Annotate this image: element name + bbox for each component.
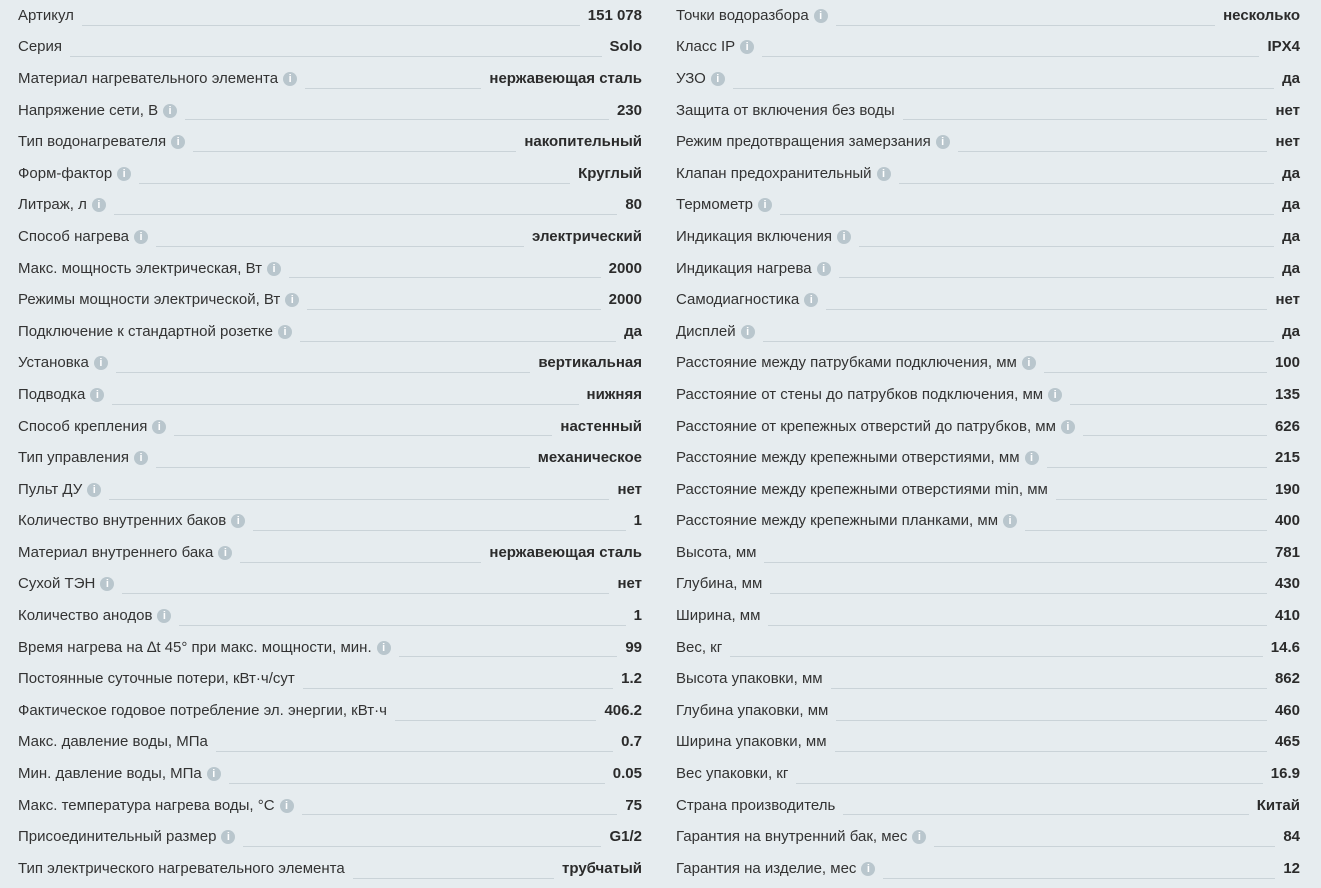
spec-value: Круглый — [578, 164, 642, 182]
spec-label: Установка — [18, 354, 89, 372]
leader-line — [1047, 436, 1267, 468]
info-icon[interactable]: i — [741, 325, 755, 339]
spec-value: нет — [617, 480, 642, 498]
leader-line — [240, 531, 481, 563]
info-icon[interactable]: i — [207, 767, 221, 781]
leader-line — [307, 278, 600, 310]
leader-line — [216, 721, 613, 753]
spec-label: Серия — [18, 38, 63, 56]
info-icon[interactable]: i — [877, 167, 891, 181]
info-icon[interactable]: i — [231, 514, 245, 528]
leader-line — [733, 57, 1274, 89]
spec-label: Ширина упаковки, мм — [676, 733, 827, 751]
spec-value: да — [1282, 196, 1300, 214]
info-icon[interactable]: i — [92, 198, 106, 212]
info-icon[interactable]: i — [280, 799, 294, 813]
leader-line — [229, 752, 605, 784]
leader-line — [1056, 468, 1267, 500]
leader-line — [903, 89, 1268, 121]
info-icon[interactable]: i — [157, 609, 171, 623]
spec-value: электрический — [532, 227, 642, 245]
info-icon[interactable]: i — [218, 546, 232, 560]
leader-line — [395, 689, 597, 721]
leader-line — [934, 815, 1275, 847]
spec-value: вертикальная — [538, 354, 642, 372]
spec-value: нет — [1275, 101, 1300, 119]
spec-label: Режимы мощности электрической, Вт — [18, 291, 281, 309]
info-icon[interactable]: i — [100, 577, 114, 591]
spec-label: Макс. давление воды, МПа — [18, 733, 208, 751]
spec-label: Подключение к стандартной розетке — [18, 322, 273, 340]
spec-label: Макс. температура нагрева воды, °C — [18, 796, 275, 814]
spec-label: Расстояние от крепежных отверстий до патрубков, мм — [676, 417, 1056, 435]
spec-value: 2000 — [608, 291, 642, 309]
leader-line — [958, 120, 1268, 152]
spec-value: 400 — [1274, 512, 1300, 530]
spec-label: Мин. давление воды, МПа — [18, 765, 202, 783]
leader-line — [122, 563, 609, 595]
spec-value: IPX4 — [1267, 38, 1300, 56]
leader-line — [1025, 500, 1267, 532]
spec-value: да — [1282, 227, 1300, 245]
spec-label: Индикация нагрева — [676, 259, 812, 277]
spec-label: Фактическое годовое потребление эл. энергии, кВт·ч — [18, 701, 387, 719]
info-icon[interactable]: i — [814, 9, 828, 23]
spec-value: механическое — [537, 449, 642, 467]
spec-label: Количество внутренних баков — [18, 512, 227, 530]
spec-value: несколько — [1223, 6, 1300, 24]
spec-value: нет — [617, 575, 642, 593]
spec-value: нет — [1275, 133, 1300, 151]
leader-line — [300, 310, 616, 342]
spec-label: Расстояние между крепежными отверстиями, мм — [676, 449, 1020, 467]
spec-value: Китай — [1256, 796, 1300, 814]
spec-value: 16.9 — [1270, 765, 1300, 783]
spec-value: 84 — [1283, 828, 1300, 846]
spec-label: Артикул — [18, 6, 74, 24]
spec-value: 14.6 — [1270, 638, 1300, 656]
spec-value: 0.7 — [621, 733, 642, 751]
spec-value: нержавеющая сталь — [489, 69, 642, 87]
spec-label: Класс IP — [676, 38, 736, 56]
spec-label: Присоединительный размер — [18, 828, 217, 846]
leader-line — [762, 26, 1259, 58]
spec-label: Глубина упаковки, мм — [676, 701, 829, 719]
leader-line — [770, 563, 1267, 595]
spec-label: УЗО — [676, 69, 706, 87]
leader-line — [70, 26, 601, 58]
spec-value: 2000 — [608, 259, 642, 277]
leader-line — [1044, 342, 1267, 374]
spec-label: Время нагрева на ∆t 45° при макс. мощности, мин. — [18, 638, 372, 656]
spec-value: 465 — [1274, 733, 1300, 751]
leader-line — [179, 594, 625, 626]
spec-label: Материал внутреннего бака — [18, 543, 214, 561]
spec-label: Тип электрического нагревательного элемента — [18, 859, 345, 877]
leader-line — [835, 721, 1267, 753]
spec-label: Гарантия на изделие, мес — [676, 859, 857, 877]
spec-value: 80 — [625, 196, 642, 214]
info-icon[interactable]: i — [87, 483, 101, 497]
spec-row — [676, 853, 1300, 885]
leader-line — [826, 278, 1267, 310]
leader-line — [839, 247, 1275, 279]
spec-value: Solo — [609, 38, 642, 56]
info-icon[interactable]: i — [285, 293, 299, 307]
info-icon[interactable]: i — [94, 356, 108, 370]
leader-line — [193, 120, 516, 152]
info-icon[interactable]: i — [152, 420, 166, 434]
spec-label: Индикация включения — [676, 227, 833, 245]
leader-line — [305, 57, 481, 89]
leader-line — [114, 184, 617, 216]
info-icon[interactable]: i — [758, 198, 772, 212]
leader-line — [156, 436, 530, 468]
spec-value: 0.05 — [612, 765, 642, 783]
spec-label: Ширина, мм — [676, 607, 761, 625]
spec-value: 1.2 — [621, 670, 642, 688]
leader-line — [780, 184, 1274, 216]
spec-value: нержавеющая сталь — [489, 543, 642, 561]
spec-label: Клапан предохранительный — [676, 164, 872, 182]
spec-label: Гарантия на внутренний бак, мес — [676, 828, 908, 846]
spec-value: 230 — [616, 101, 642, 119]
info-icon[interactable]: i — [912, 830, 926, 844]
leader-line — [831, 657, 1267, 689]
spec-label: Расстояние между крепежными отверстиями min, мм — [676, 480, 1048, 498]
leader-line — [109, 468, 609, 500]
spec-value: 626 — [1274, 417, 1300, 435]
info-icon[interactable]: i — [1025, 451, 1039, 465]
spec-value: 1 — [633, 607, 642, 625]
info-icon[interactable]: i — [936, 135, 950, 149]
spec-label: Высота упаковки, мм — [676, 670, 823, 688]
info-icon[interactable]: i — [804, 293, 818, 307]
spec-value: 12 — [1283, 859, 1300, 877]
spec-label: Режим предотвращения замерзания — [676, 133, 931, 151]
spec-value: накопительный — [524, 133, 642, 151]
spec-value: 430 — [1274, 575, 1300, 593]
info-icon[interactable]: i — [171, 135, 185, 149]
spec-label: Расстояние между патрубками подключения, мм — [676, 354, 1017, 372]
spec-value: настенный — [560, 417, 642, 435]
spec-value: 862 — [1274, 670, 1300, 688]
info-icon[interactable]: i — [283, 72, 297, 86]
spec-value: 100 — [1274, 354, 1300, 372]
info-icon[interactable]: i — [267, 262, 281, 276]
spec-value: да — [1282, 322, 1300, 340]
specifications-column-left — [18, 0, 642, 885]
spec-label: Количество анодов — [18, 607, 153, 625]
info-icon[interactable]: i — [134, 230, 148, 244]
leader-line — [82, 0, 580, 26]
spec-value: 215 — [1274, 449, 1300, 467]
spec-value: нижняя — [586, 385, 642, 403]
spec-value: G1/2 — [609, 828, 642, 846]
spec-label: Подводка — [18, 385, 86, 403]
info-icon[interactable]: i — [134, 451, 148, 465]
leader-line — [174, 405, 552, 437]
spec-value: 410 — [1274, 607, 1300, 625]
leader-line — [883, 847, 1275, 879]
leader-line — [1083, 405, 1267, 437]
spec-label: Сухой ТЭН — [18, 575, 96, 593]
leader-line — [763, 310, 1274, 342]
spec-value: 135 — [1274, 385, 1300, 403]
spec-value: трубчатый — [562, 859, 642, 877]
leader-line — [302, 784, 618, 816]
spec-value: нет — [1275, 291, 1300, 309]
info-icon[interactable]: i — [377, 641, 391, 655]
info-icon[interactable]: i — [1003, 514, 1017, 528]
spec-label: Расстояние между крепежными планками, мм — [676, 512, 999, 530]
spec-value: да — [624, 322, 642, 340]
spec-label: Дисплей — [676, 322, 736, 340]
leader-line — [843, 784, 1248, 816]
info-icon[interactable]: i — [740, 40, 754, 54]
leader-line — [899, 152, 1275, 184]
spec-label: Глубина, мм — [676, 575, 763, 593]
leader-line — [859, 215, 1274, 247]
spec-label: Защита от включения без воды — [676, 101, 895, 119]
info-icon[interactable]: i — [221, 830, 235, 844]
info-icon[interactable]: i — [117, 167, 131, 181]
spec-value: 151 078 — [587, 6, 642, 24]
spec-label: Расстояние от стены до патрубков подключения, мм — [676, 385, 1044, 403]
spec-label: Высота, мм — [676, 543, 757, 561]
leader-line — [243, 815, 601, 847]
spec-label: Способ нагрева — [18, 227, 129, 245]
info-icon[interactable]: i — [861, 862, 875, 876]
spec-value: 99 — [625, 638, 642, 656]
leader-line — [353, 847, 554, 879]
info-icon[interactable]: i — [1048, 388, 1062, 402]
spec-value: 75 — [625, 796, 642, 814]
leader-line — [289, 247, 601, 279]
spec-label: Тип управления — [18, 449, 129, 467]
spec-label: Материал нагревательного элемента — [18, 69, 279, 87]
info-icon[interactable]: i — [711, 72, 725, 86]
leader-line — [116, 342, 530, 374]
spec-label: Форм-фактор — [18, 164, 113, 182]
spec-value: 190 — [1274, 480, 1300, 498]
spec-value: да — [1282, 164, 1300, 182]
leader-line — [253, 500, 625, 532]
spec-label: Постоянные суточные потери, кВт·ч/сут — [18, 670, 295, 688]
leader-line — [399, 626, 618, 658]
leader-line — [156, 215, 524, 247]
leader-line — [768, 594, 1267, 626]
specifications-column-right — [676, 0, 1300, 885]
leader-line — [1070, 373, 1267, 405]
spec-label: Термометр — [676, 196, 754, 214]
spec-label: Литраж, л — [18, 196, 87, 214]
spec-value: да — [1282, 259, 1300, 277]
leader-line — [730, 626, 1263, 658]
spec-row — [18, 853, 642, 885]
spec-label: Самодиагностика — [676, 291, 800, 309]
info-icon[interactable]: i — [278, 325, 292, 339]
spec-label: Пульт ДУ — [18, 480, 83, 498]
spec-label: Страна производитель — [676, 796, 836, 814]
leader-line — [139, 152, 570, 184]
leader-line — [836, 689, 1267, 721]
spec-label: Способ крепления — [18, 417, 148, 435]
spec-label: Макс. мощность электрическая, Вт — [18, 259, 263, 277]
spec-value: да — [1282, 69, 1300, 87]
info-icon[interactable]: i — [1022, 356, 1036, 370]
spec-label: Вес, кг — [676, 638, 723, 656]
spec-label: Вес упаковки, кг — [676, 765, 789, 783]
spec-label: Напряжение сети, В — [18, 101, 159, 119]
info-icon[interactable]: i — [1061, 420, 1075, 434]
leader-line — [185, 89, 609, 121]
spec-value: 1 — [633, 512, 642, 530]
info-icon[interactable]: i — [163, 104, 177, 118]
info-icon[interactable]: i — [837, 230, 851, 244]
leader-line — [796, 752, 1262, 784]
spec-value: 781 — [1274, 543, 1300, 561]
info-icon[interactable]: i — [90, 388, 104, 402]
spec-value: 460 — [1274, 701, 1300, 719]
leader-line — [836, 0, 1215, 26]
leader-line — [112, 373, 578, 405]
spec-label: Тип водонагревателя — [18, 133, 167, 151]
spec-value: 406.2 — [604, 701, 642, 719]
leader-line — [764, 531, 1266, 563]
info-icon[interactable]: i — [817, 262, 831, 276]
leader-line — [303, 657, 613, 689]
spec-label: Точки водоразбора — [676, 6, 809, 24]
